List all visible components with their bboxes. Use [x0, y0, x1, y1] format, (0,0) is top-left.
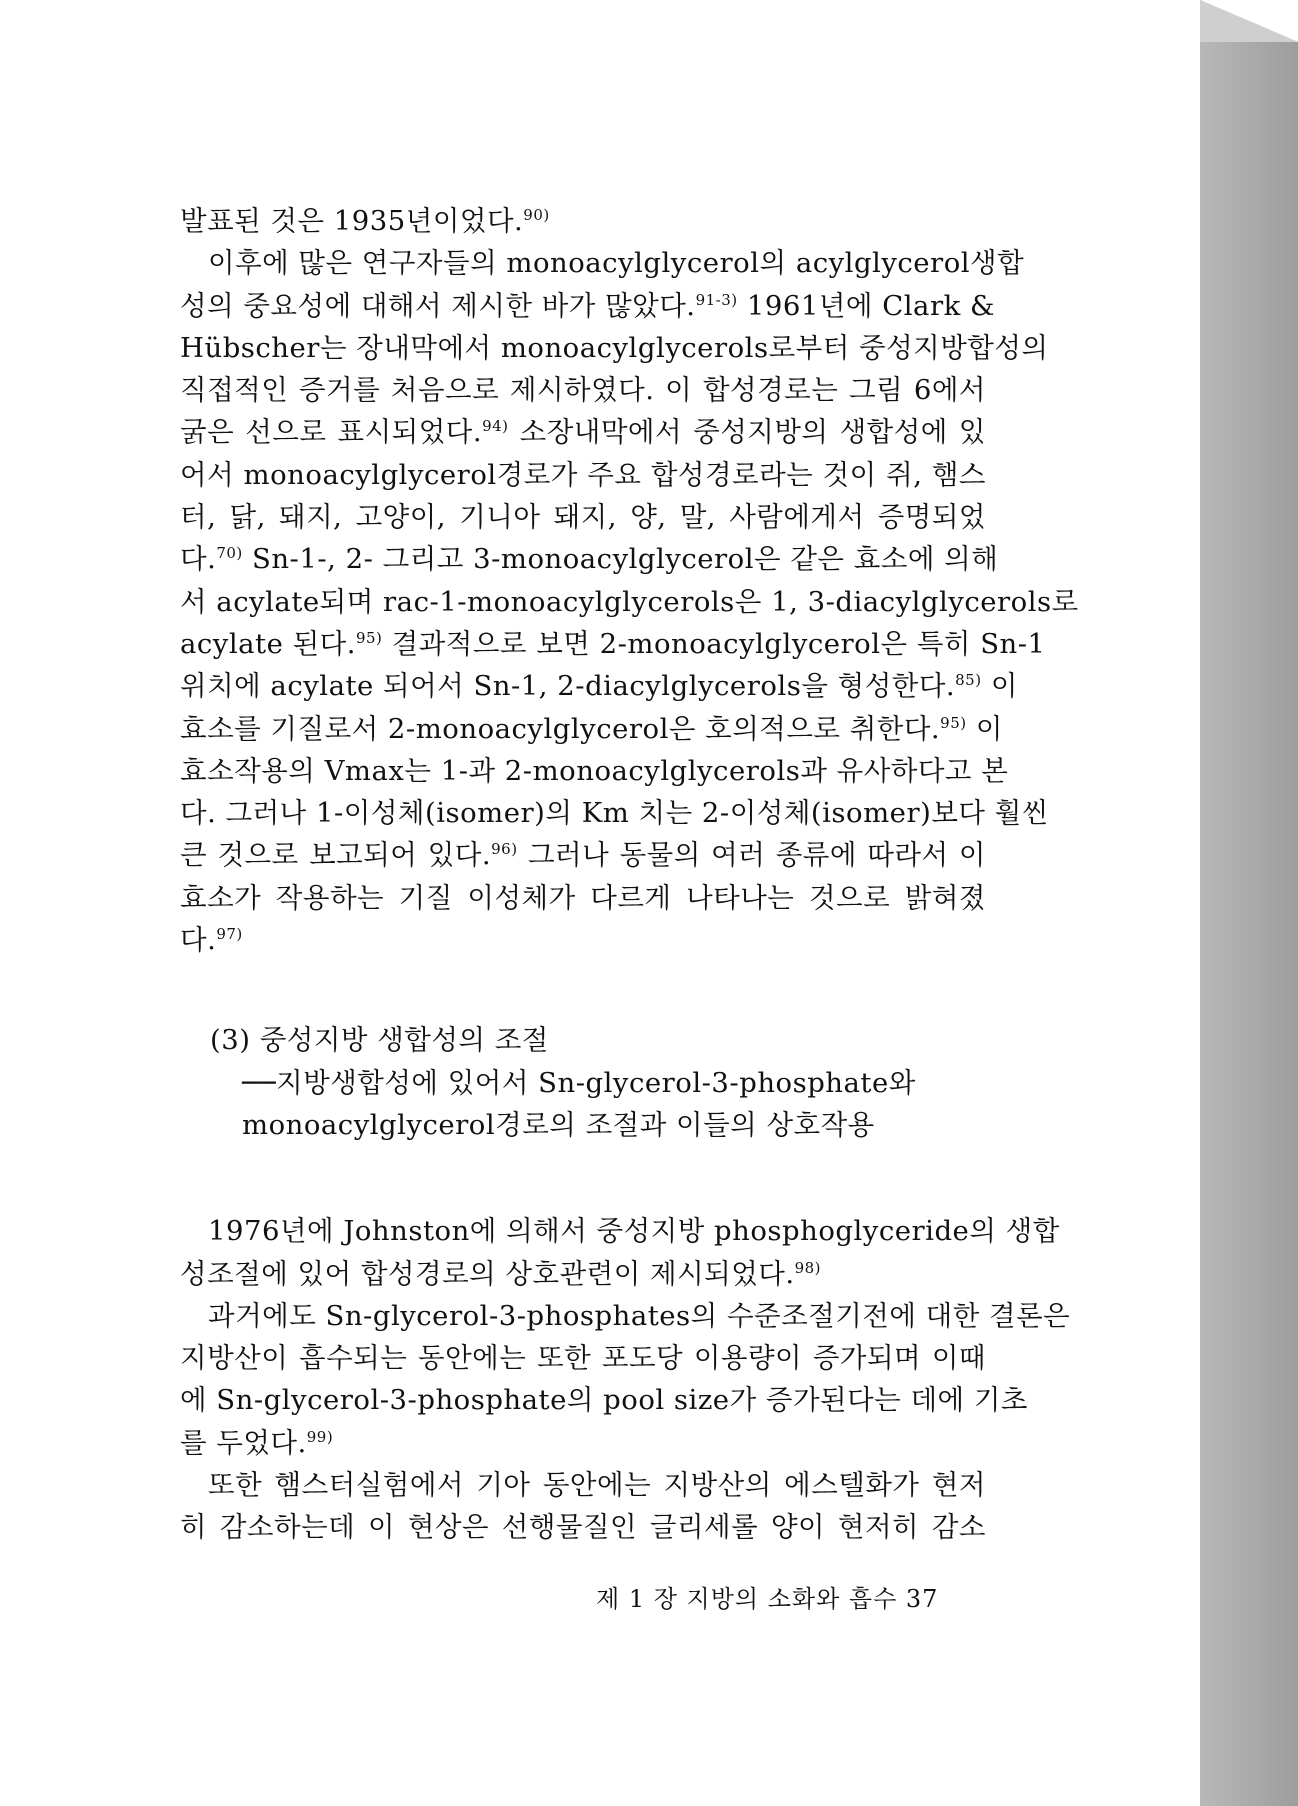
line-text: 지방산이 흡수되는 동안에는 또한 포도당 이용량이 증가되며 이때 — [180, 1342, 986, 1375]
line-text: 다. 그러나 1-이성체(isomer)의 Km 치는 2-이성체(isomer)보다 훨씬 — [180, 797, 1049, 830]
line-text: 직접적인 증거를 처음으로 제시하였다. 이 합성경로는 그림 6에서 — [180, 374, 986, 407]
text-line — [180, 200, 986, 242]
text-line — [180, 1379, 1028, 1421]
paragraphs-top — [180, 200, 1079, 961]
citation-superscript: 85) — [955, 671, 982, 690]
line-text: acylate 된다. — [180, 627, 356, 660]
line-text: 발표된 것은 1935년이었다. — [180, 205, 524, 237]
line-text: 터, 닭, 돼지, 고양이, 기니아 돼지, 양, 말, 사람에게서 증명되었 — [180, 501, 986, 534]
line-text: 히 감소하는데 이 현상은 선행물질인 글리세롤 양이 현저히 감소 — [180, 1511, 986, 1544]
text-line — [180, 1253, 986, 1295]
text-line — [180, 411, 986, 453]
text-line — [180, 242, 1025, 284]
line-text-tail: 소장내막에서 중성지방의 생합성에 있 — [508, 416, 986, 449]
text-line — [180, 665, 1018, 707]
page-edge-corner — [1200, 0, 1298, 42]
text-line — [180, 1464, 986, 1506]
line-text: 효소를 기질로서 2-monoacylglycerol은 호의적으로 취한다. — [180, 712, 941, 745]
line-text: 위치에 acylate 되어서 Sn-1, 2-diacylglycerols을 형성한다. — [180, 670, 956, 703]
line-text: 큰 것으로 보고되어 있다. — [180, 839, 492, 872]
text-line — [180, 327, 1049, 369]
line-text: 또한 햄스터실험에서 기아 동안에는 지방산의 에스텔화가 현저 — [208, 1469, 986, 1502]
line-text-tail: 이 — [981, 670, 1018, 703]
section-heading — [210, 1019, 986, 1146]
citation-superscript: 97) — [216, 925, 243, 944]
heading-title: (3) 중성지방 생합성의 조절 — [210, 1024, 549, 1057]
line-text: 효소가 작용하는 기질 이성체가 다르게 나타나는 것으로 밝혀졌 — [180, 881, 986, 914]
heading-subtitle-1: ──지방생합성에 있어서 Sn-glycerol-3-phosphate와 — [242, 1066, 916, 1099]
line-text: 성의 중요성에 대해서 제시한 바가 많았다. — [180, 289, 696, 322]
text-line — [180, 581, 1079, 623]
text-line — [180, 750, 1009, 792]
text-line — [180, 538, 999, 580]
line-text: 1976년에 Johnston에 의해서 중성지방 phosphoglyceride의 생합 — [208, 1215, 1060, 1248]
text-line — [180, 1295, 1071, 1337]
line-text: Hübscher는 장내막에서 monoacylglycerols로부터 중성지방합성의 — [180, 331, 1049, 364]
line-text: 다. — [180, 924, 217, 957]
citation-superscript: 70) — [216, 544, 243, 563]
line-text-tail: 1961년에 Clark & — [737, 289, 995, 322]
text-line — [180, 792, 1049, 834]
line-text: 어서 monoacylglycerol경로가 주요 합성경로라는 것이 쥐, 햄스 — [180, 458, 986, 491]
line-text: 이후에 많은 연구자들의 monoacylglycerol의 acylglycerol생합 — [208, 247, 1025, 280]
text-line — [180, 369, 986, 411]
citation-superscript: 95) — [355, 628, 383, 647]
line-text: 서 acylate되며 rac-1-monoacylglycerols은 1, 3-diacylglycerols로 — [180, 585, 1079, 618]
citation-superscript: 99) — [306, 1427, 334, 1446]
line-text-tail: 결과적으로 보면 2-monoacylglycerol은 특히 Sn-1 — [382, 627, 1046, 660]
text-line — [180, 877, 986, 919]
citation-superscript: 98) — [794, 1258, 822, 1277]
line-text: 과거에도 Sn-glycerol-3-phosphates의 수준조절기전에 대한 결론은 — [208, 1299, 1071, 1332]
citation-superscript: 90) — [523, 206, 550, 224]
citation-superscript: 96) — [491, 840, 518, 859]
text-line — [180, 1506, 986, 1548]
line-text: 성조절에 있어 합성경로의 상호관련이 제시되었다. — [180, 1257, 795, 1290]
citation-superscript: 91-3) — [695, 290, 738, 309]
text-line — [180, 834, 986, 876]
line-text: 효소작용의 Vmax는 1-과 2-monoacylglycerols과 유사하다고 본 — [180, 754, 1009, 787]
text-line — [180, 496, 986, 538]
line-text: 를 두었다. — [180, 1426, 307, 1459]
text-line — [180, 454, 986, 496]
line-text-tail: 이 — [966, 712, 1003, 745]
citation-superscript: 94) — [482, 417, 509, 436]
line-text-tail: 그러나 동물의 여러 종류에 따라서 이 — [517, 839, 986, 872]
text-line — [180, 1422, 986, 1464]
line-text: 다. — [180, 543, 217, 576]
line-text: 굵은 선으로 표시되었다. — [180, 416, 483, 449]
line-text-tail: Sn-1-, 2- 그리고 3-monoacylglycerol은 같은 효소에 의해 — [242, 543, 999, 576]
text-line — [180, 285, 995, 327]
line-text: 에 Sn-glycerol-3-phosphate의 pool size가 증가된다는 데에 기초 — [180, 1384, 1028, 1417]
citation-superscript: 95) — [940, 713, 967, 732]
text-line — [180, 708, 1003, 750]
running-footer: 제 1 장 지방의 소화와 흡수 37 — [596, 1585, 939, 1613]
text-line — [180, 1337, 986, 1379]
text-line — [180, 1210, 1060, 1252]
heading-subtitle-2: monoacylglycerol경로의 조절과 이들의 상호작용 — [242, 1108, 875, 1141]
text-line — [180, 623, 1046, 665]
page-edge-side — [1200, 0, 1298, 1806]
text-line — [180, 919, 986, 961]
body-text — [180, 200, 1079, 1549]
paragraphs-bottom — [180, 1210, 1071, 1548]
